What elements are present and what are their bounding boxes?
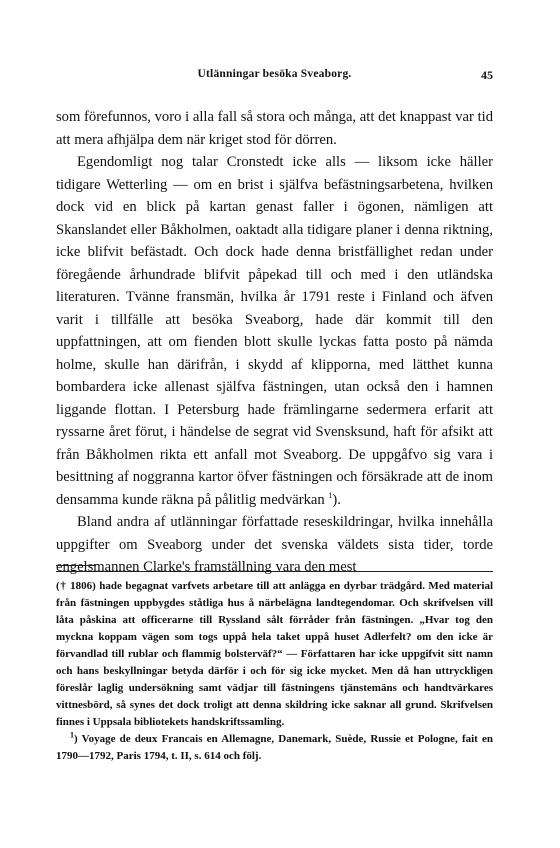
footnote-1-text: Voyage de deux Francais en Allemagne, Danemark, Suède, Russie et Pologne, fait en 1790—1792, Paris 1794, t. II, s. 614 och följ. <box>56 733 494 762</box>
paragraph-continuation: som förefunnos, voro i alla fall så stora och många, att det knappast var tid att mera afhjälpa dem när kriget stod för dörren. <box>56 109 493 148</box>
footnote-separator <box>56 571 493 572</box>
footnote-continued: († 1806) hade begagnat varfvets arbetare till att anlägga en dyrbar trädgård. Med material från fästningen uppbygdes ståtliga hus å närbelägna landtegendomar. Och skrifvelsen vill låta påskina att officerarne till Ryssland sålt förråder från fästningen. „Hvar tog den myckna koppam vägen som togs uppå hela taket uppå huset Adlerfelt? om den icke är förvandlad till rublar och flammig bolsterväf?“ — Författaren har icke uppgifvit sitt namn och hans beskyllningar betyda därför i och för sig icke mycket. Men då han uttryckligen föreslår laglig undersökning samt vädjar till fästningens tjänstemäns och handtvärkares vittnesbörd, så synes det dock troligt att denna skildring icke saknar all grund. Skrifvelsen finnes i Uppsala bibliotekets handskriftssamling. <box>56 580 493 728</box>
paragraph-travel-accounts: Bland andra af utlänningar författade reseskildringar, hvilka innehålla uppgifter om Sveaborg under det svenska väldets sista tider, torde engelsmannen Clarke's framställning vara den mest <box>56 514 493 575</box>
paragraph-end-punct: . <box>337 491 341 508</box>
body-text <box>56 106 493 579</box>
footnote-1 <box>56 731 493 765</box>
page-header <box>56 68 493 86</box>
footnote-reference: 1 <box>328 490 333 500</box>
footnotes <box>56 578 493 765</box>
paragraph-cronstedt <box>56 151 493 511</box>
footnote-continuation-rule <box>56 565 96 566</box>
running-title: Utlänningar besöka Sveaborg. <box>197 68 352 80</box>
paragraph-cronstedt-text: Egendomligt nog talar Cronstedt icke alls — liksom icke häller tidigare Wetterling — om en brist i själfva befästningsarbetena, hvilken dock vid en blick på kartan genast faller i ögonen, nämligen att Skanslandet eller Båkholmen, oaktadt alla tidigare planer i denna riktning, icke blifvit befästadt. Och dock hade denna bristfällighet redan under föregående århundrade blifvit påpekad till och med i den utländska literaturen. Tvänne fransmän, hvilka år 1791 reste i Finland och äfven varit i tillfälle att besöka Sveaborg, hade där kommit till den uppfattningen, att om fienden blott skulle lyckas fatta posto på nämda holme, skulle han därifrån, i skydd af klipporna, med lätthet kunna bombardera icke allenast själfva fästningen, utan också den i hamnen liggande flottan. I Petersburg hade främlingarne sedermera erfarit att ryssarne året förut, i händelse de segrat vid Svensksund, haft för afsikt att från Båkholmen rikta ett anfall mot Sveaborg. De uppgåfvo sig vara i besittning af noggranna kartor öfver fästningen och försäkrade att de inom densamma kunde räkna på pålitlig medvärkan <box>56 154 493 508</box>
page-number: 45 <box>481 68 493 82</box>
footnote-1-marker: 1 <box>70 730 74 740</box>
footnote-reference-close: ) <box>332 491 338 508</box>
footnote-1-paren: ) <box>74 733 82 745</box>
